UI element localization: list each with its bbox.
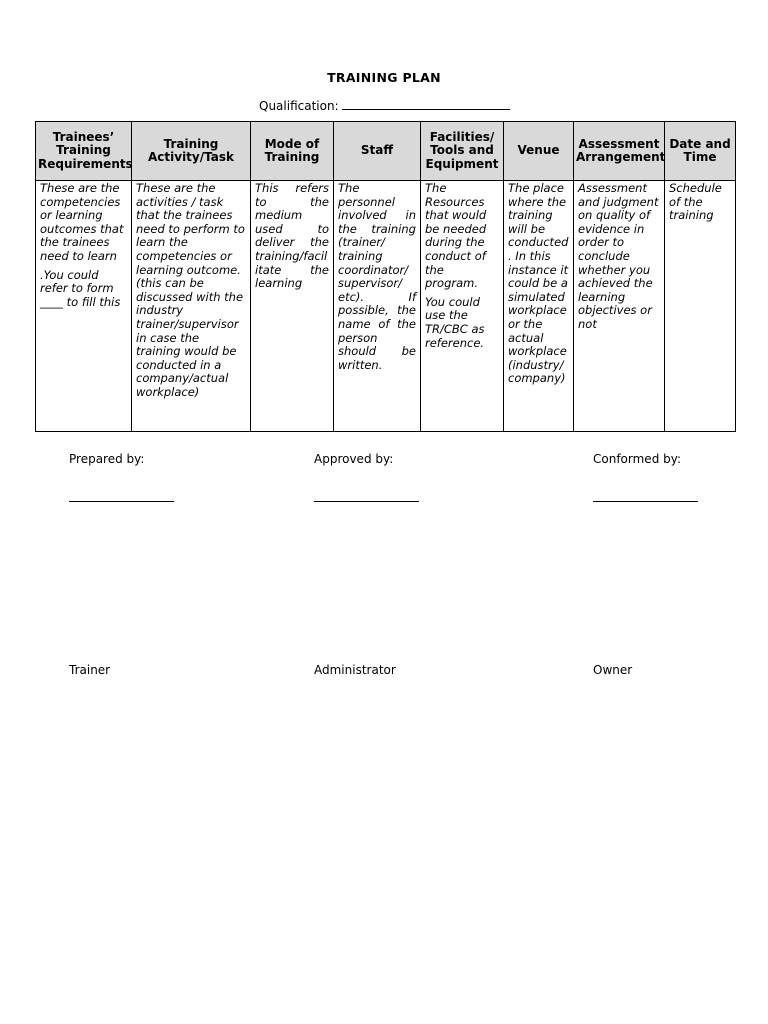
requirements-text: These are the competencies or learning outcomes that the trainees need to learn <box>40 181 124 263</box>
facilities-text: The Resources that would be needed during the conduct of the program. <box>425 181 487 291</box>
requirements-note: .You could refer to form ____ to fill this <box>40 267 121 309</box>
trainer-role-label: Trainer <box>69 663 111 677</box>
approved-signature-line[interactable] <box>314 501 419 502</box>
conformed-by-label: Conformed by: <box>593 452 682 466</box>
cell-mode: This refers to the medium used to deliver the training/facilitate the learning <box>251 181 334 432</box>
table-row <box>36 181 736 432</box>
header-staff: Staff <box>334 122 421 181</box>
header-trainees-requirements: Trainees’ Training Requirements <box>36 122 132 181</box>
prepared-by-label: Prepared by: <box>69 452 145 466</box>
table-header-row <box>36 122 736 181</box>
cell-assessment: Assessment and judgment on quality of evidence in order to conclude whether you achieved the learning objectives or not <box>574 181 665 432</box>
header-venue: Venue <box>504 122 574 181</box>
cell-date-time: Schedule of the training <box>665 181 736 432</box>
document-title: TRAINING PLAN <box>327 70 441 85</box>
cell-facilities <box>421 181 504 432</box>
header-mode-of-training: Mode of Training <box>251 122 334 181</box>
approved-by-label: Approved by: <box>314 452 394 466</box>
conformed-signature-line[interactable] <box>593 501 698 502</box>
training-plan-table <box>35 121 736 432</box>
header-facilities: Facilities/ Tools and Equipment <box>421 122 504 181</box>
qualification-label: Qualification: <box>259 99 339 113</box>
header-date-time: Date and Time <box>665 122 736 181</box>
administrator-role-label: Administrator <box>314 663 396 677</box>
facilities-note: You could use the TR/CBC as reference. <box>425 294 485 350</box>
owner-role-label: Owner <box>593 663 633 677</box>
cell-staff: The personnel involved in the training (trainer/ training coordinator/ supervisor/ etc). If possible, the name of the person should be written. <box>334 181 421 432</box>
qualification-blank-line[interactable] <box>342 99 510 110</box>
qualification-field <box>259 99 510 113</box>
header-assessment: Assessment Arrangement <box>574 122 665 181</box>
cell-venue: The place where the training will be conducted. In this instance it could be a simulated workplace or the actual workplace (industry/ company) <box>504 181 574 432</box>
header-training-activity: Training Activity/Task <box>132 122 251 181</box>
prepared-signature-line[interactable] <box>69 501 174 502</box>
cell-activity: These are the activities / task that the trainees need to perform to learn the competencies or learning outcome. (this can be discussed with the industry trainer/supervisor in case the training would be conducted in a company/actual workplace) <box>132 181 251 432</box>
cell-requirements <box>36 181 132 432</box>
